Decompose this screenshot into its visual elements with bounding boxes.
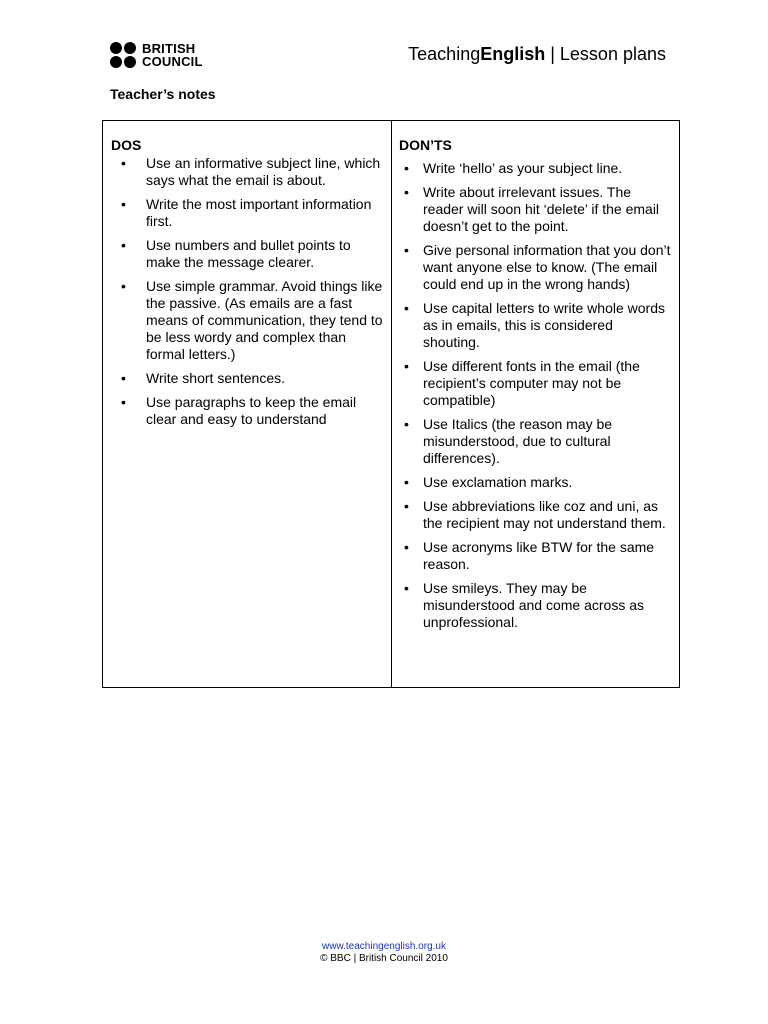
list-item: • Write ‘hello’ as your subject line.	[399, 160, 671, 177]
list-item: • Use numbers and bullet points to make the message clearer.	[111, 237, 387, 271]
list-item: • Write about irrelevant issues. The reader will soon hit ‘delete’ if the email doesn’t get to the point.	[399, 184, 671, 235]
donts-column	[392, 121, 679, 687]
dos-column	[103, 121, 392, 687]
logo-text	[142, 42, 203, 68]
dos-list	[111, 155, 387, 428]
list-item: • Use acronyms like BTW for the same reason.	[399, 539, 671, 573]
dos-donts-table	[102, 120, 680, 688]
list-item: • Use an informative subject line, which says what the email is about.	[111, 155, 387, 189]
list-item: • Use different fonts in the email (the recipient’s computer may not be compatible)	[399, 358, 671, 409]
list-item: • Use exclamation marks.	[399, 474, 671, 491]
logo-line-2: COUNCIL	[142, 54, 203, 69]
list-item: • Give personal information that you don’t want anyone else to know. (The email could end up in the wrong hands)	[399, 242, 671, 293]
list-item: • Use simple grammar. Avoid things like the passive. (As emails are a fast means of communication, they tend to be less wordy and complex than formal letters.)	[111, 278, 387, 363]
logo-line-1: BRITISH	[142, 41, 196, 56]
footer-copyright: © BBC | British Council 2010	[320, 953, 448, 964]
donts-heading: DON’TS	[399, 137, 452, 153]
brand-suffix: | Lesson plans	[545, 44, 666, 64]
list-item: • Use smileys. They may be misunderstood and come across as unprofessional.	[399, 580, 671, 631]
donts-list	[399, 160, 671, 631]
list-item: • Use paragraphs to keep the email clear and easy to understand	[111, 394, 387, 428]
page-footer	[0, 941, 768, 965]
british-council-logo	[110, 42, 203, 68]
brand-bold: English	[480, 44, 546, 64]
logo-dots-icon	[110, 42, 136, 68]
list-item: • Write short sentences.	[111, 370, 387, 387]
footer-link[interactable]: www.teachingenglish.org.uk	[322, 941, 446, 952]
brand-prefix: Teaching	[408, 44, 481, 64]
brand-title	[408, 43, 666, 65]
list-item: • Use capital letters to write whole words as in emails, this is considered shouting.	[399, 300, 671, 351]
list-item: • Write the most important information first.	[111, 196, 387, 230]
page-title: Teacher’s notes	[110, 86, 216, 102]
list-item: • Use abbreviations like coz and uni, as the recipient may not understand them.	[399, 498, 671, 532]
list-item: • Use Italics (the reason may be misunderstood, due to cultural differences).	[399, 416, 671, 467]
dos-heading: DOS	[111, 137, 142, 153]
